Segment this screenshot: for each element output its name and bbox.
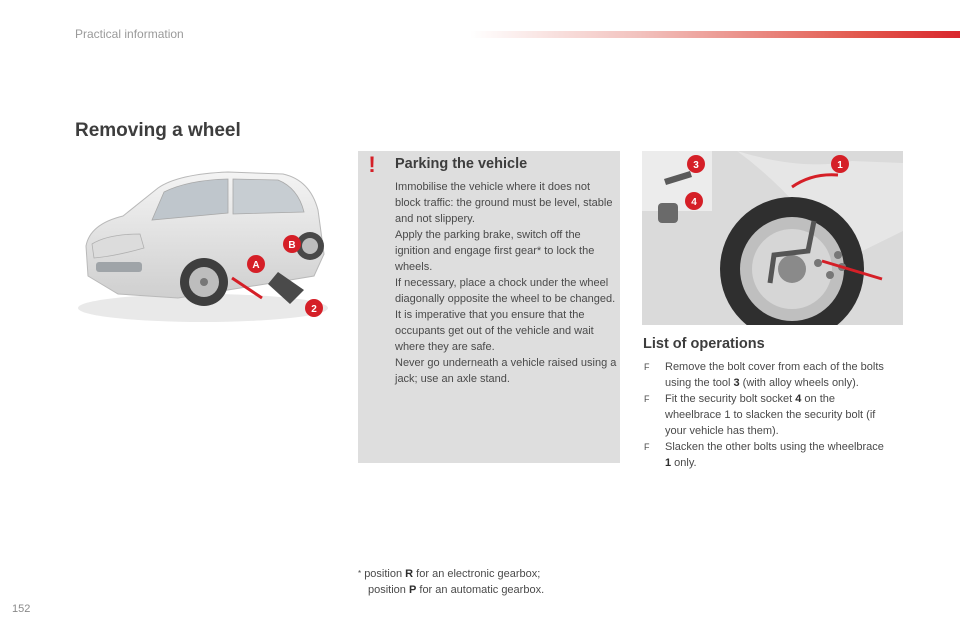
footnote-line-1: * position R for an electronic gearbox; — [358, 568, 541, 580]
section-header-label: Practical information — [75, 27, 184, 41]
warning-text — [395, 179, 617, 387]
warning-paragraph: Apply the parking brake, switch off the ignition and engage first gear* to lock the wheels. — [395, 229, 595, 273]
warning-paragraph: It is imperative that you ensure that the occupants get out of the vehicle and wait where they are safe. — [395, 309, 594, 353]
exclamation-icon: ! — [368, 152, 376, 177]
page-title: Removing a wheel — [75, 120, 241, 141]
callout-a: A — [252, 260, 260, 271]
list-item: F Fit the security bolt socket 4 on the wheelbrace 1 to slacken the security bolt (if your vehicle has them). — [644, 393, 876, 437]
footnote — [358, 566, 598, 598]
warning-paragraph: If necessary, place a chock under the wheel diagonally opposite the wheel to be changed. — [395, 277, 616, 305]
callout-1: 1 — [837, 160, 843, 171]
callout-4: 4 — [691, 197, 697, 208]
bullet-arrow-icon: F — [644, 362, 650, 372]
warning-paragraph: Never go underneath a vehicle raised using a jack; use an axle stand. — [395, 357, 617, 385]
list-item: F Remove the bolt cover from each of the bolts using the tool 3 (with alloy wheels only). — [644, 361, 884, 389]
bullet-arrow-icon: F — [644, 442, 650, 452]
header-accent-bar — [470, 31, 960, 38]
wheel-illustration — [642, 151, 903, 325]
page-number: 152 — [12, 603, 31, 615]
footnote-line-2: position P for an automatic gearbox. — [368, 584, 545, 596]
callout-2: 2 — [311, 304, 317, 315]
operations-title: List of operations — [643, 336, 765, 352]
list-item: F Slacken the other bolts using the wheelbrace 1 only. — [644, 441, 884, 469]
bullet-arrow-icon: F — [644, 394, 650, 404]
car-illustration — [78, 158, 333, 330]
callout-b: B — [288, 240, 296, 251]
warning-title: Parking the vehicle — [395, 156, 528, 172]
operations-list — [643, 359, 893, 471]
warning-paragraph: Immobilise the vehicle where it does not block traffic: the ground must be level, stable and not slippery. — [395, 181, 613, 225]
callout-3: 3 — [693, 160, 699, 171]
